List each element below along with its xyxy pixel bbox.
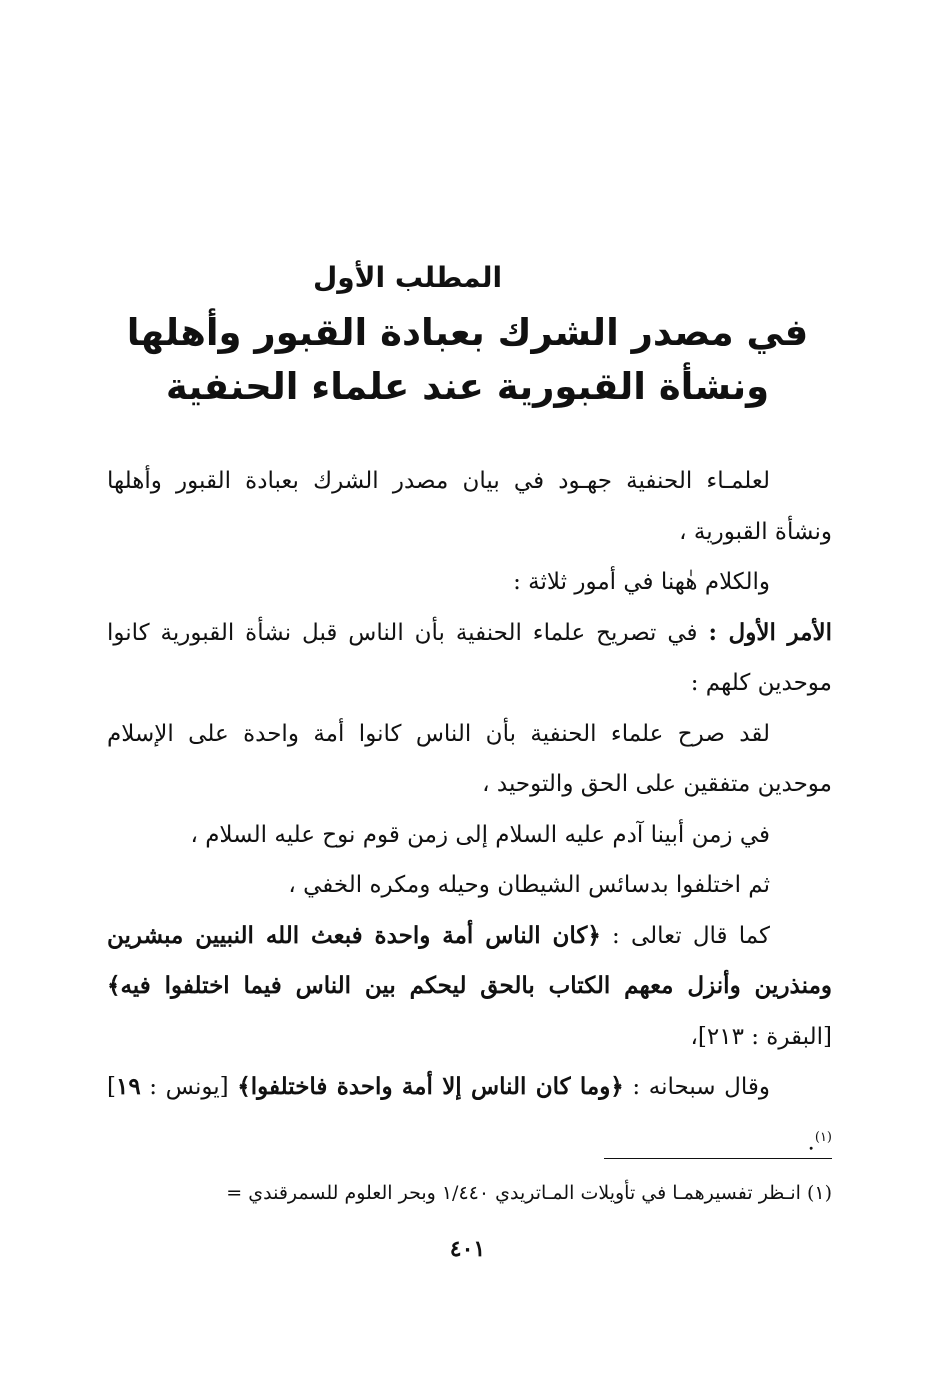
- paragraph-satan: ثم اختلفوا بدسائس الشيطان وحيله ومكره الخفي ،: [288, 872, 770, 898]
- quran-verse-baqarah: ﴿كان الناس أمة واحدة فبعث الله النبيين مبشرين ومنذرين وأنزل معهم الكتاب بالحق ليحكم بين الناس فيما اختلفوا فيه﴾: [107, 921, 832, 999]
- footnote-divider: [604, 1158, 832, 1159]
- page-number: ٤٠١: [449, 1236, 486, 1262]
- quran-verse-yunus: ﴿وما كان الناس إلا أمة واحدة فاختلفوا﴾: [237, 1073, 624, 1100]
- paragraph-intro: لعلمـاء الحنفية جهـود في بيان مصدر الشرك بعبادة القبور وأهلها ونشأة القبورية ،: [107, 468, 832, 545]
- paragraph-declaration: لقد صرح علماء الحنفية بأن الناس كانوا أمة واحدة على الإسلام موحدين متفقين على الحق والتوحيد ،: [107, 720, 832, 797]
- verse-reference-yunus-a: [يونس :: [140, 1074, 238, 1100]
- paragraph-first-matter: [107, 608, 832, 709]
- first-matter-label: الأمر الأول :: [708, 618, 832, 646]
- paragraph-verse-yunus: [107, 1062, 832, 1168]
- footnote: (١) انـظر تفسيرهمـا في تأويلات المـاتريدي ١/٤٤٠ وبحر العلوم للسمرقندي =: [226, 1182, 832, 1204]
- verse-number-yunus: ١٩: [115, 1073, 141, 1100]
- section-title: المطلب الأول: [312, 261, 503, 294]
- paragraph-adam-noah: في زمن أبينا آدم عليه السلام إلى زمن قوم نوح عليه السلام ،: [190, 821, 770, 848]
- verse-reference-baqarah: [البقرة : ٢١٣]،: [690, 1023, 832, 1050]
- body-text: [107, 456, 832, 1168]
- sentence-end: .: [807, 1129, 815, 1156]
- verse-reference-yunus-b: ]: [107, 1074, 116, 1100]
- verse-intro-2: وقال سبحانه :: [623, 1074, 770, 1100]
- paragraph-matters: والكلام هٰهنا في أمور ثلاثة :: [513, 569, 770, 595]
- main-title-line-2: ونشأة القبورية عند علماء الحنفية: [165, 365, 770, 408]
- main-title-line-1: في مصدر الشرك بعبادة القبور وأهلها: [126, 311, 809, 354]
- paragraph-verse-baqarah: [107, 911, 832, 1063]
- verse-intro: كما قال تعالى :: [600, 922, 770, 949]
- heading-block: [100, 258, 835, 414]
- first-matter-text: في تصريح علماء الحنفية بأن الناس قبل نشأة القبورية كانوا موحدين كلهم :: [107, 619, 832, 696]
- footnote-marker: (١): [814, 1129, 832, 1145]
